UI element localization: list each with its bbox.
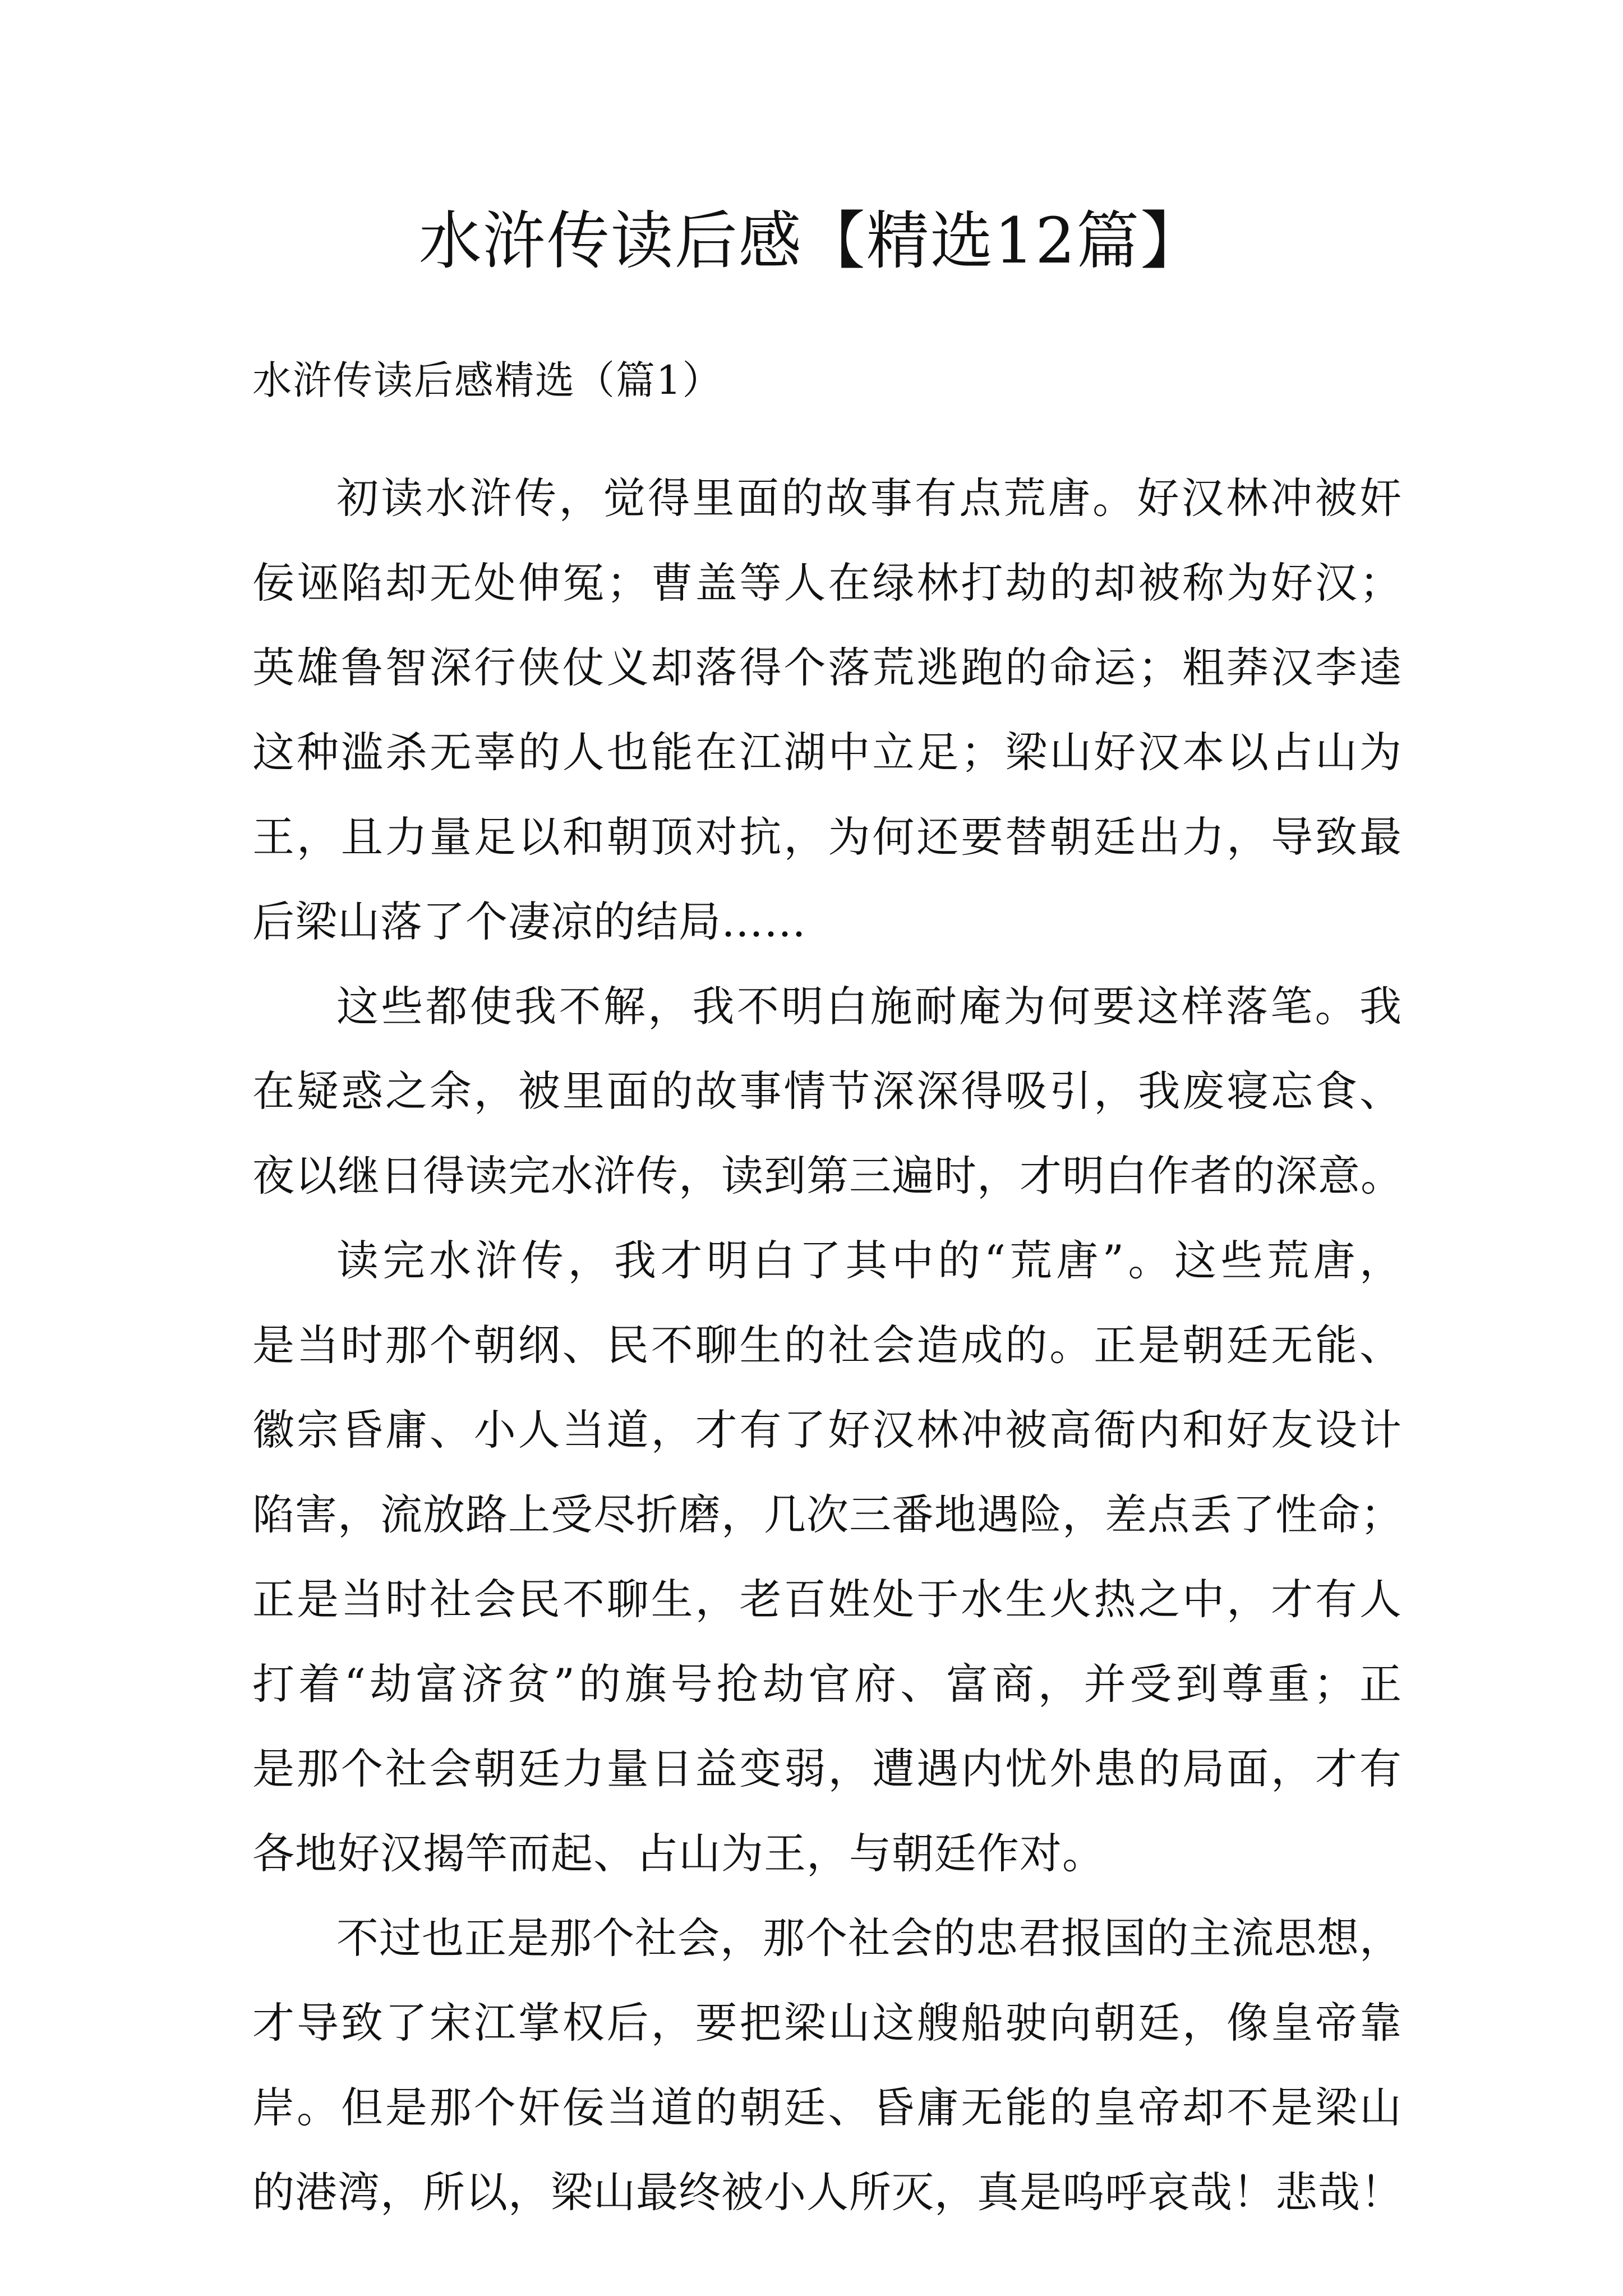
paragraph-1-line-6: 后梁山落了个凄凉的结局…… bbox=[252, 897, 807, 946]
paragraph-1-line-5: 王，且力量足以和朝顶对抗，为何还要替朝廷出力，导致最 bbox=[252, 812, 1402, 862]
paragraph-3-line-7: 是那个社会朝廷力量日益变弱，遭遇内忧外患的局面，才有 bbox=[252, 1744, 1402, 1793]
paragraph-2-line-3: 夜以继日得读完水浒传，读到第三遍时，才明白作者的深意。 bbox=[252, 1151, 1404, 1200]
paragraph-1-line-3: 英雄鲁智深行侠仗义却落得个落荒逃跑的命运；粗莽汉李逵 bbox=[252, 643, 1402, 692]
paragraph-4-line-3: 岸。但是那个奸佞当道的朝廷、昏庸无能的皇帝却不是梁山 bbox=[252, 2083, 1402, 2132]
paragraph-4-line-2: 才导致了宋江掌权后，要把梁山这艘船驶向朝廷，像皇帝靠 bbox=[252, 1998, 1402, 2047]
paragraph-3-line-2: 是当时那个朝纲、民不聊生的社会造成的。正是朝廷无能、 bbox=[252, 1320, 1402, 1370]
paragraph-3-line-8: 各地好汉揭竿而起、占山为王，与朝廷作对。 bbox=[252, 1829, 1105, 1878]
paragraph-4-line-1: 不过也正是那个社会，那个社会的忠君报国的主流思想， bbox=[336, 1913, 1403, 1963]
paragraph-1-line-4: 这种滥杀无辜的人也能在江湖中立足；梁山好汉本以占山为 bbox=[252, 728, 1402, 777]
paragraph-1-line-2: 佞诬陷却无处伸冤；曹盖等人在绿林打劫的却被称为好汉； bbox=[252, 558, 1402, 608]
paragraph-3-line-4: 陷害，流放路上受尽折磨，几次三番地遇险，差点丢了性命； bbox=[252, 1490, 1404, 1539]
paragraph-4-line-4: 的港湾，所以，梁山最终被小人所灭，真是呜呼哀哉！悲哉！ bbox=[252, 2168, 1404, 2217]
paragraph-3-line-3: 徽宗昏庸、小人当道，才有了好汉林冲被高衙内和好友设计 bbox=[252, 1405, 1402, 1455]
section-heading: 水浒传读后感精选（篇1） bbox=[252, 357, 723, 403]
document-title: 水浒传读后感【精选12篇】 bbox=[418, 205, 1205, 278]
paragraph-1-line-1: 初读水浒传，觉得里面的故事有点荒唐。好汉林冲被奸 bbox=[336, 473, 1402, 523]
paragraph-2-line-2: 在疑惑之余，被里面的故事情节深深得吸引，我废寝忘食、 bbox=[252, 1066, 1402, 1116]
paragraph-2-line-1: 这些都使我不解，我不明白施耐庵为何要这样落笔。我 bbox=[336, 982, 1402, 1031]
paragraph-3-line-5: 正是当时社会民不聊生，老百姓处于水生火热之中，才有人 bbox=[252, 1575, 1402, 1624]
paragraph-3-line-1: 读完水浒传，我才明白了其中的“荒唐”。这些荒唐， bbox=[336, 1236, 1402, 1285]
paragraph-3-line-6: 打着“劫富济贫”的旗号抢劫官府、富商，并受到尊重；正 bbox=[252, 1659, 1402, 1709]
